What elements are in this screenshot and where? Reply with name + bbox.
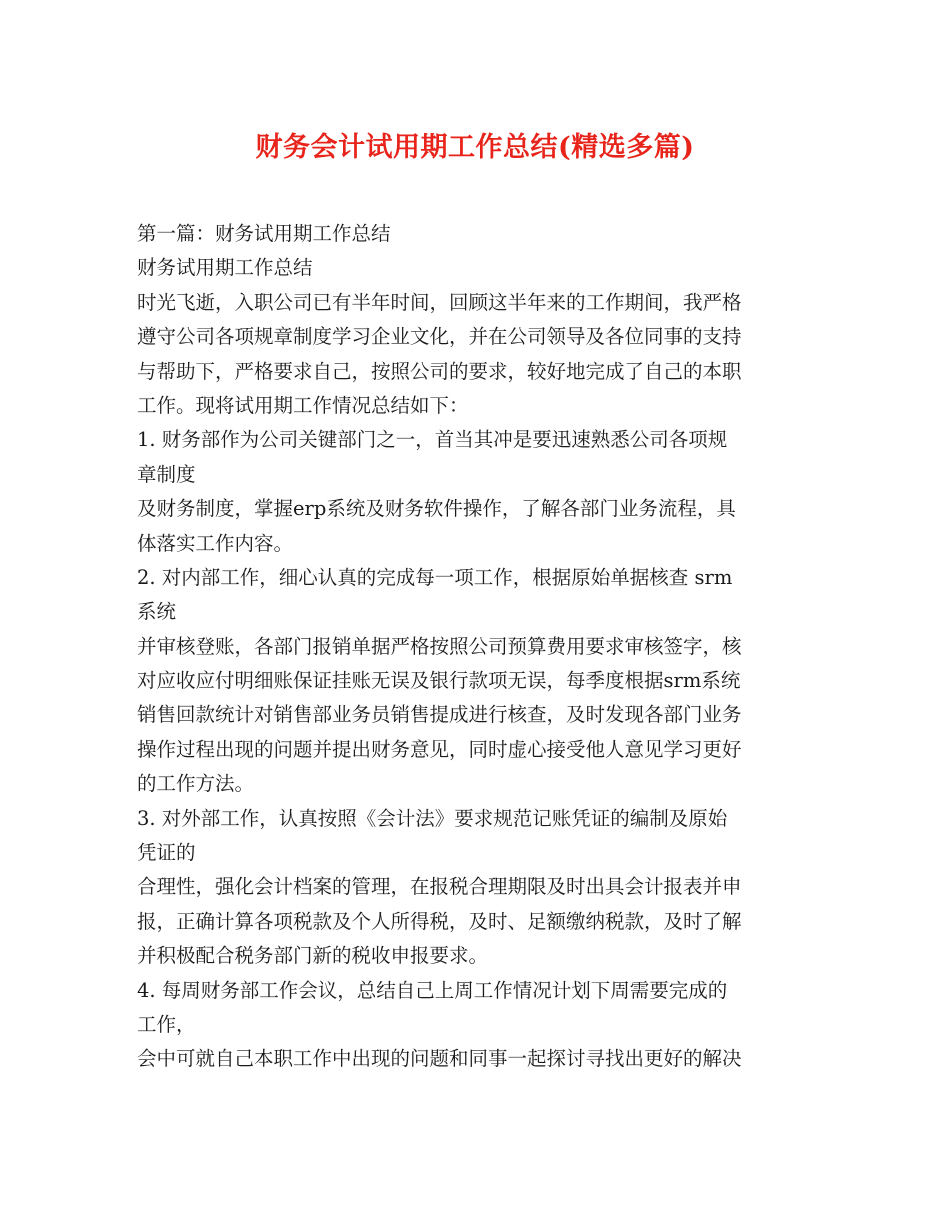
text-line: 的工作方法。 [137, 772, 255, 796]
text-line: 3. 对外部工作，认真按照《会计法》要求规范记账凭证的编制及原始 [137, 806, 728, 830]
text-line: 操作过程出现的问题并提出财务意见，同时虚心接受他人意见学习更好 [137, 737, 742, 761]
text-line: 并积极配合税务部门新的税收申报要求。 [137, 944, 489, 968]
text-line: 工作， [137, 1012, 196, 1036]
text-line: 4. 每周财务部工作会议，总结自己上周工作情况计划下周需要完成的 [137, 978, 728, 1002]
text-line: 遵守公司各项规章制度学习企业文化，并在公司领导及各位同事的支持 [137, 325, 742, 349]
text-line: 时光飞逝，入职公司已有半年时间，回顾这半年来的工作期间，我严格 [137, 290, 742, 314]
text-line: 销售回款统计对销售部业务员销售提成进行核查，及时发现各部门业务 [137, 703, 742, 727]
text-line: 章制度 [137, 462, 196, 486]
text-line: 第一篇：财务试用期工作总结 [137, 222, 391, 245]
text-line: 会中可就自己本职工作中出现的问题和同事一起探讨寻找出更好的解决 [137, 1047, 742, 1071]
document-body [137, 217, 817, 1077]
text-line: 合理性，强化会计档案的管理，在报税合理期限及时出具会计报表并申 [137, 875, 742, 899]
document-title: 财务会计试用期工作总结(精选多篇) [255, 132, 695, 163]
text-line: 2. 对内部工作，细心认真的完成每一项工作，根据原始单据核查 srm [137, 565, 733, 589]
text-line: 并审核登账，各部门报销单据严格按照公司预算费用要求审核签字，核 [137, 634, 742, 658]
text-line: 系统 [137, 600, 177, 624]
text-line: 财务试用期工作总结 [137, 256, 313, 280]
text-line: 对应收应付明细账保证挂账无误及银行款项无误，每季度根据srm系统 [137, 669, 741, 693]
text-line: 及财务制度，掌握erp系统及财务软件操作，了解各部门业务流程，具 [137, 497, 736, 521]
text-line: 工作。现将试用期工作情况总结如下： [137, 393, 469, 417]
text-line: 体落实工作内容。 [137, 531, 294, 555]
text-line: 1. 财务部作为公司关键部门之一，首当其冲是要迅速熟悉公司各项规 [137, 428, 728, 452]
text-line: 报，正确计算各项税款及个人所得税，及时、足额缴纳税款，及时了解 [137, 909, 742, 933]
text-line: 凭证的 [137, 841, 196, 865]
text-line: 与帮助下，严格要求自己，按照公司的要求，较好地完成了自己的本职 [137, 359, 742, 383]
